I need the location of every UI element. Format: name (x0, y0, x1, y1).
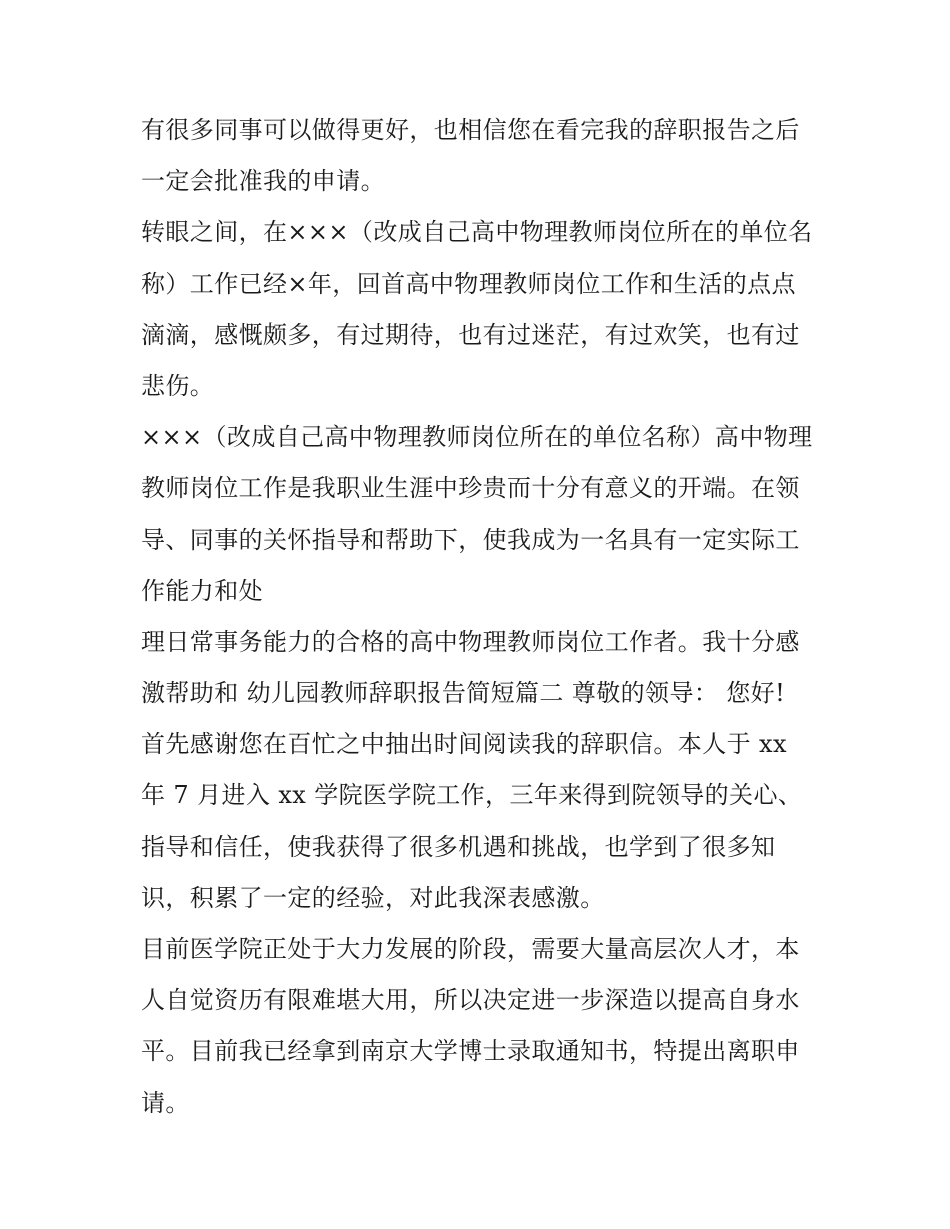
text-line: 滴滴，感慨颇多，有过期待，也有过迷茫，有过欢笑，也有过 (141, 320, 800, 349)
text-line: 年 7 月进入 xx 学院医学院工作，三年来得到院领导的关心、 (141, 781, 803, 810)
text-line: 有很多同事可以做得更好，也相信您在看完我的辞职报告之后 (141, 116, 800, 144)
text-line: 请。 (141, 1088, 190, 1117)
text-line: 人自觉资历有限难堪大用，所以决定进一步深造以提高自身水 (141, 986, 800, 1015)
text-line: 作能力和处 (141, 576, 263, 605)
text-line: 首先感谢您在百忙之中抽出时间阅读我的辞职信。本人于 xx (141, 730, 787, 759)
text-line: 理日常事务能力的合格的高中物理教师岗位工作者。我十分感 (141, 627, 800, 656)
text-line: 悲伤。 (141, 371, 215, 400)
text-line: 教师岗位工作是我职业生涯中珍贵而十分有意义的开端。在领 (141, 474, 800, 503)
text-line: ×××（改成自己高中物理教师岗位所在的单位名称）高中物理 (141, 423, 813, 452)
text-line: 目前医学院正处于大力发展的阶段，需要大量高层次人才，本 (141, 935, 800, 963)
document-body (141, 105, 821, 1129)
text-line: 转眼之间，在×××（改成自己高中物理教师岗位所在的单位名 (141, 218, 813, 247)
text-line: 称）工作已经×年，回首高中物理教师岗位工作和生活的点点 (141, 269, 796, 298)
text-line: 一定会批准我的申请。 (141, 167, 385, 196)
text-line: 识，积累了一定的经验，对此我深表感激。 (141, 883, 605, 912)
text-line: 导、同事的关怀指导和帮助下，使我成为一名具有一定实际工 (141, 525, 800, 554)
text-line: 平。目前我已经拿到南京大学博士录取通知书，特提出离职申 (141, 1037, 800, 1066)
text-line: 指导和信任，使我获得了很多机遇和挑战，也学到了很多知 (141, 832, 776, 861)
text-line: 激帮助和 幼儿园教师辞职报告简短篇二 尊敬的领导： 您好! (141, 679, 786, 708)
